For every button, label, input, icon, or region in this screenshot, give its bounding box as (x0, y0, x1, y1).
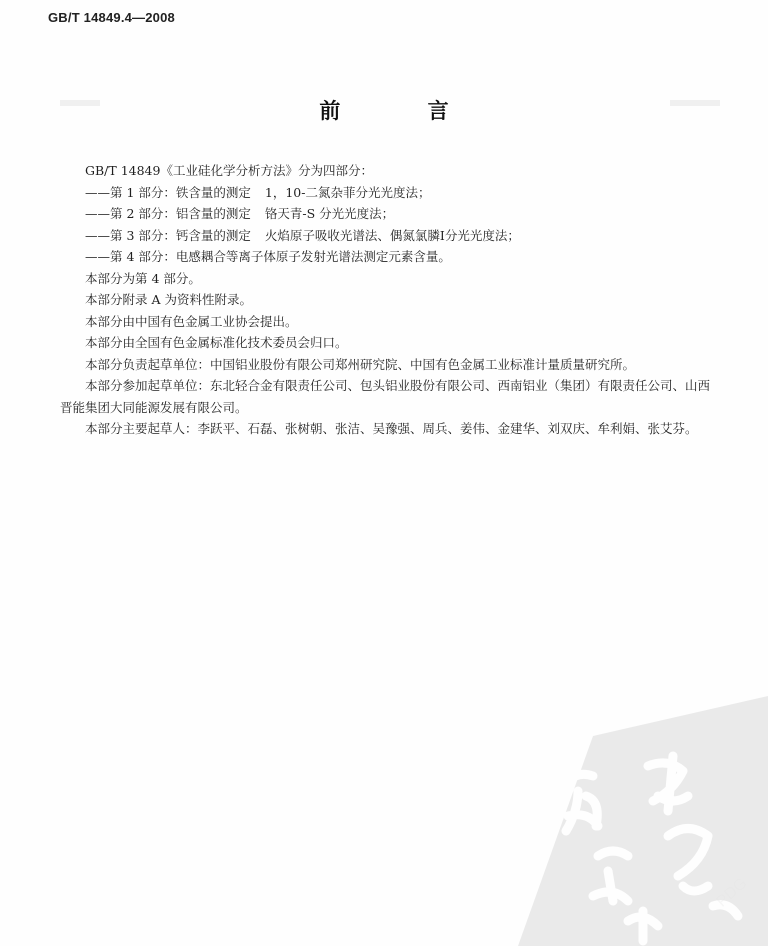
part-item (60, 182, 720, 204)
paragraph: 本部分负责起草单位：中国铝业股份有限公司郑州研究院、中国有色金属工业标准计量质量研究所。 (85, 356, 636, 372)
library-seal-watermark (498, 696, 768, 946)
part-item (60, 246, 720, 268)
paragraph: 本部分主要起草人：李跃平、石磊、张树朝、张洁、吴豫强、周兵、姜伟、金建华、刘双庆、牟利娟、张艾芬。 (85, 421, 698, 436)
part-method: 火焰原子吸收光谱法、偶氮氯膦Ⅰ分光光度法； (264, 227, 520, 243)
standard-number-header: GB/T 14849.4—2008 (48, 10, 175, 25)
part-label: ——第 1 部分：铁含量的测定 (85, 184, 251, 200)
intro-paragraph: GB/T 14849《工业硅化学分析方法》分为四部分： (85, 163, 373, 178)
paragraph: 本部分参加起草单位：东北轻合金有限责任公司、包头铝业股份有限公司、西南铝业（集团）有限责任公司、山西晋能集团大同能源发展有限公司。 (60, 378, 711, 415)
part-item (60, 203, 720, 225)
paragraph: 本部分附录 A 为资料性附录。 (85, 292, 252, 307)
paragraph: 本部分为第 4 部分。 (85, 270, 201, 286)
part-label: ——第 2 部分：铝含量的测定 (85, 206, 251, 221)
part-method: 1，10-二氮杂菲分光光度法； (264, 184, 431, 200)
page-title: 前 言 (319, 99, 489, 123)
part-method: 铬天青-S 分光光度法； (264, 206, 395, 221)
paragraph: 本部分由中国有色金属工业协会提出。 (85, 313, 298, 329)
preface-body (60, 160, 720, 440)
part-label: ——第 4 部分：电感耦合等离子体原子发射光谱法测定元素含量。 (85, 249, 451, 264)
paragraph: 本部分由全国有色金属标准化技术委员会归口。 (85, 335, 348, 350)
part-item (60, 225, 720, 247)
part-label: ——第 3 部分：钙含量的测定 (85, 227, 251, 243)
